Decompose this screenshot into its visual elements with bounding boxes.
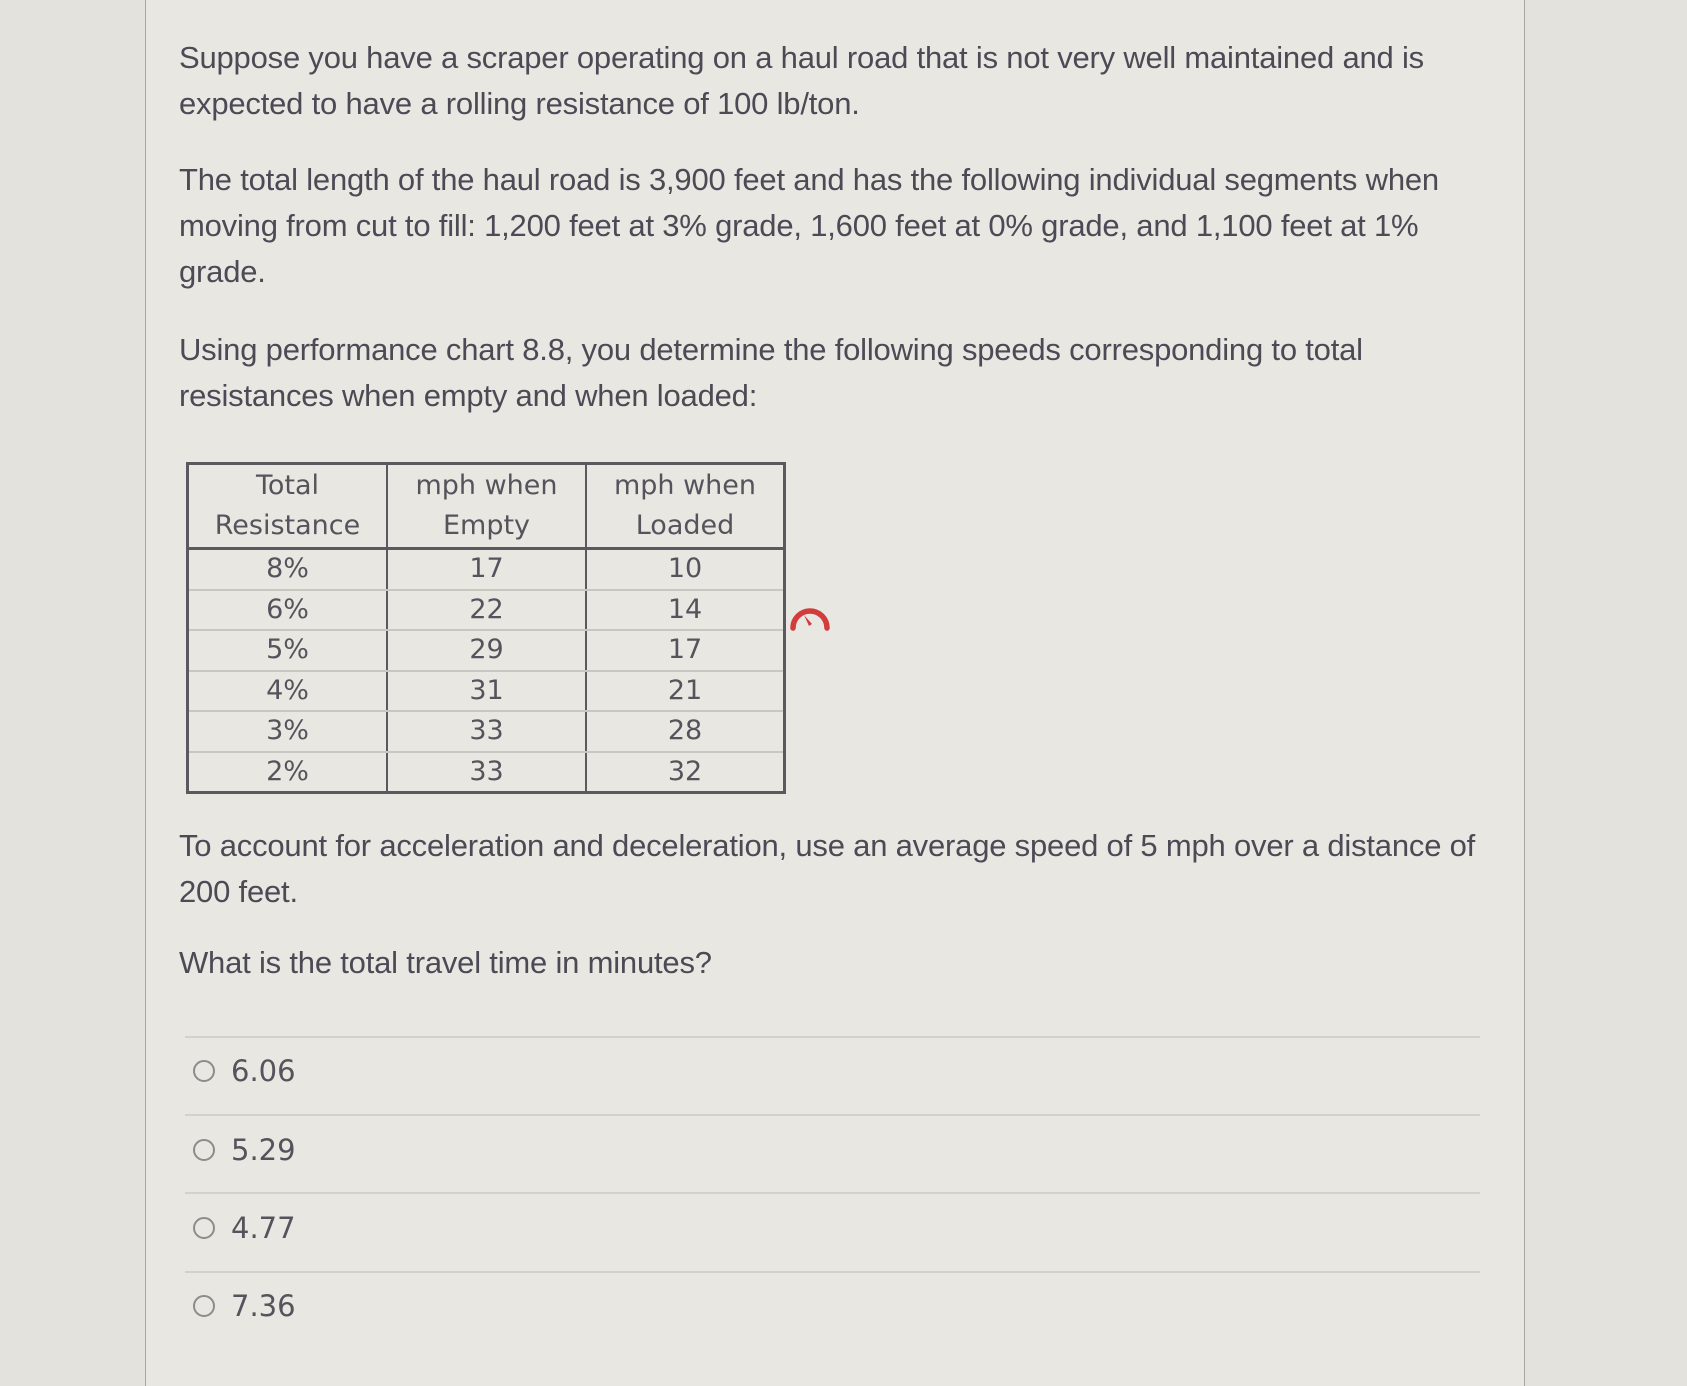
right-gutter bbox=[1525, 0, 1687, 1386]
header-mph-empty: mph when Empty bbox=[387, 464, 586, 549]
table-row bbox=[188, 711, 785, 752]
header-total-resistance: Total Resistance bbox=[188, 464, 388, 549]
answer-label: 6.06 bbox=[231, 1054, 296, 1088]
radio-button[interactable] bbox=[193, 1060, 215, 1082]
cell-loaded: 21 bbox=[586, 671, 785, 712]
cell-loaded: 14 bbox=[586, 590, 785, 631]
answer-option-4[interactable] bbox=[193, 1286, 296, 1326]
cell-resistance: 4% bbox=[188, 671, 388, 712]
radio-button[interactable] bbox=[193, 1139, 215, 1161]
cell-empty: 17 bbox=[387, 549, 586, 590]
cell-empty: 31 bbox=[387, 671, 586, 712]
question-intro: Suppose you have a scraper operating on a haul road that is not very well maintained and is expected to have a rolling resistance of 100 lb/ton. bbox=[179, 40, 1424, 121]
cell-loaded: 28 bbox=[586, 711, 785, 752]
table-header-row bbox=[188, 464, 785, 549]
radio-button[interactable] bbox=[193, 1217, 215, 1239]
question-accel-note: To account for acceleration and deceleration, use an average speed of 5 mph over a distance of 200 feet. bbox=[179, 828, 1476, 909]
question-prompt: What is the total travel time in minutes? bbox=[179, 945, 712, 980]
table-row bbox=[188, 549, 785, 590]
cell-resistance: 3% bbox=[188, 711, 388, 752]
cell-empty: 33 bbox=[387, 711, 586, 752]
cell-loaded: 17 bbox=[586, 630, 785, 671]
table-row bbox=[188, 752, 785, 793]
cell-empty: 22 bbox=[387, 590, 586, 631]
table-row bbox=[188, 590, 785, 631]
cell-resistance: 8% bbox=[188, 549, 388, 590]
question-table-intro: Using performance chart 8.8, you determine the following speeds corresponding to total resistances when empty and when loaded: bbox=[179, 332, 1363, 413]
table-row bbox=[188, 630, 785, 671]
left-gutter bbox=[0, 0, 145, 1386]
header-mph-loaded: mph when Loaded bbox=[586, 464, 785, 549]
cell-resistance: 6% bbox=[188, 590, 388, 631]
cell-loaded: 10 bbox=[586, 549, 785, 590]
cell-empty: 33 bbox=[387, 752, 586, 793]
answer-divider bbox=[185, 1271, 1480, 1273]
speed-table bbox=[186, 462, 786, 794]
answer-divider bbox=[185, 1192, 1480, 1194]
answer-label: 4.77 bbox=[231, 1211, 296, 1245]
cell-resistance: 5% bbox=[188, 630, 388, 671]
cell-resistance: 2% bbox=[188, 752, 388, 793]
answer-option-1[interactable] bbox=[193, 1051, 296, 1091]
answer-label: 7.36 bbox=[231, 1289, 296, 1323]
question-road-segments: The total length of the haul road is 3,900 feet and has the following individual segments when moving from cut to fill: 1,200 feet at 3% grade, 1,600 feet at 0% grade, and 1,100 feet at 1% grade. bbox=[179, 162, 1439, 289]
answer-option-2[interactable] bbox=[193, 1130, 296, 1170]
table-row bbox=[188, 671, 785, 712]
radio-button[interactable] bbox=[193, 1295, 215, 1317]
answer-option-3[interactable] bbox=[193, 1208, 296, 1248]
cell-empty: 29 bbox=[387, 630, 586, 671]
gauge-icon[interactable] bbox=[788, 600, 832, 632]
answer-label: 5.29 bbox=[231, 1133, 296, 1167]
answer-divider bbox=[185, 1114, 1480, 1116]
answer-divider bbox=[185, 1036, 1480, 1038]
cell-loaded: 32 bbox=[586, 752, 785, 793]
